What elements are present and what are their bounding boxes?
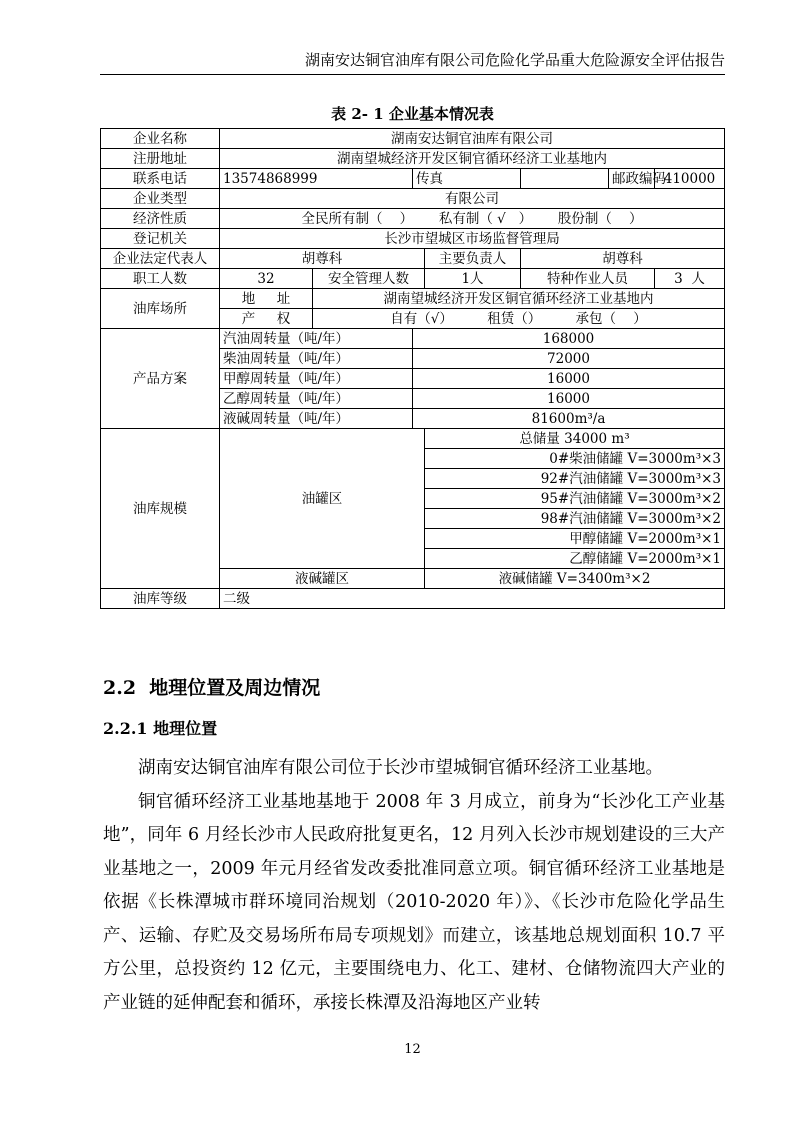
- phone-label: 联系电话: [101, 169, 220, 189]
- body-text: [103, 752, 725, 1020]
- running-header: 湖南安达铜官油库有限公司危险化学品重大危险源安全评估报告: [304, 51, 725, 69]
- subsection-heading: 2.2.1 地理位置: [103, 719, 218, 738]
- fax-label: 传真: [413, 169, 521, 189]
- depot-address-value: 湖南望城经济开发区铜官循环经济工业基地内: [313, 289, 725, 309]
- paragraph: 湖南安达铜官油库有限公司位于长沙市望城铜官循环经济工业基地。: [138, 758, 663, 778]
- tank-area-label: 油罐区: [220, 429, 425, 569]
- table-row: [101, 189, 725, 209]
- tank-spec: 98#汽油储罐 V=3000m³×2: [425, 509, 725, 529]
- depot-site-label: 油库场所: [101, 289, 220, 329]
- table-caption: 表 2- 1 企业基本情况表: [331, 105, 494, 123]
- table-row: [101, 269, 725, 289]
- type-value: 有限公司: [220, 189, 725, 209]
- header-rule: [100, 74, 725, 75]
- tank-spec: 乙醇储罐 V=2000m³×1: [425, 549, 725, 569]
- company-name-label: 企业名称: [101, 129, 220, 149]
- company-info-table: [100, 128, 725, 609]
- product-value: 72000: [413, 349, 725, 369]
- tank-spec: 92#汽油储罐 V=3000m³×3: [425, 469, 725, 489]
- product-value: 16000: [413, 389, 725, 409]
- tank-spec: 总储量 34000 m³: [425, 429, 725, 449]
- tank-spec: 甲醇储罐 V=2000m³×1: [425, 529, 725, 549]
- table-row: [101, 169, 725, 189]
- table-row: [101, 589, 725, 609]
- table-row: [101, 429, 725, 449]
- registry-label: 登记机关: [101, 229, 220, 249]
- product-value: 168000: [413, 329, 725, 349]
- postcode-value: 410000: [655, 169, 725, 189]
- registry-value: 长沙市望城区市场监督管理局: [220, 229, 725, 249]
- section-heading: 2.2 地理位置及周边情况: [103, 677, 321, 699]
- table-row: [101, 129, 725, 149]
- alkali-area-label: 液碱罐区: [220, 569, 425, 589]
- safety-mgr-label: 安全管理人数: [313, 269, 425, 289]
- staff-value: 32: [220, 269, 313, 289]
- table-row: [101, 209, 725, 229]
- product-value: 16000: [413, 369, 725, 389]
- type-label: 企业类型: [101, 189, 220, 209]
- grade-label: 油库等级: [101, 589, 220, 609]
- property-label: 产 权: [220, 309, 313, 329]
- fax-value: [521, 169, 609, 189]
- depot-address-label: 地 址: [220, 289, 313, 309]
- special-label: 特种作业人员: [521, 269, 655, 289]
- safety-mgr-value: 1人: [425, 269, 521, 289]
- alkali-tank-spec: 液碱储罐 V=3400m³×2: [425, 569, 725, 589]
- table-row: [101, 329, 725, 349]
- grade-value: 二级: [220, 589, 725, 609]
- table-row: [101, 249, 725, 269]
- property-value: 自有（√） 租赁（） 承包（ ）: [313, 309, 725, 329]
- economy-label: 经济性质: [101, 209, 220, 229]
- table-row: [101, 229, 725, 249]
- reg-address-label: 注册地址: [101, 149, 220, 169]
- company-name-value: 湖南安达铜官油库有限公司: [220, 129, 725, 149]
- page-number: 12: [404, 1042, 421, 1057]
- principal-label: 主要负责人: [425, 249, 521, 269]
- product-name: 汽油周转量（吨/年）: [220, 329, 413, 349]
- table-row: [101, 289, 725, 309]
- product-name: 液碱周转量（吨/年）: [220, 409, 413, 429]
- staff-label: 职工人数: [101, 269, 220, 289]
- principal-value: 胡尊科: [521, 249, 725, 269]
- economy-value: 全民所有制（ ） 私有制（ √ ） 股份制（ ）: [220, 209, 725, 229]
- special-value: 3 人: [655, 269, 725, 289]
- legal-rep-label: 企业法定代表人: [101, 249, 220, 269]
- product-value: 81600m³/a: [413, 409, 725, 429]
- legal-rep-value: 胡尊科: [220, 249, 425, 269]
- postcode-label: 邮政编码: [609, 169, 655, 189]
- product-name: 乙醇周转量（吨/年）: [220, 389, 413, 409]
- phone-value: 13574868999: [220, 169, 413, 189]
- product-name: 甲醇周转量（吨/年）: [220, 369, 413, 389]
- paragraph: 铜官循环经济工业基地基地于 2008 年 3 月成立，前身为“长沙化工产业基地”，同年 6 月经长沙市人民政府批复更名，12 月列入长沙市规划建设的三大产业基地之一，2009 年元月经省发改委批准同意立项。铜官循环经济工业基地是依据《长株潭城市群环境同治规划（2010-2020 年）》、《长沙市危险化学品生产、运输、存贮及交易场所布局专项规划》而建立，该基地总规划面积 10.7 平方公里，总投资约 12 亿元，主要围绕电力、化工、建材、仓储物流四大产业的产业链的延伸配套和循环，承接长株潭及沿海地区产业转: [103, 791, 725, 1013]
- table-row: [101, 149, 725, 169]
- tank-spec: 95#汽油储罐 V=3000m³×2: [425, 489, 725, 509]
- product-label: 产品方案: [101, 329, 220, 429]
- reg-address-value: 湖南望城经济开发区铜官循环经济工业基地内: [220, 149, 725, 169]
- scale-label: 油库规模: [101, 429, 220, 589]
- tank-spec: 0#柴油储罐 V=3000m³×3: [425, 449, 725, 469]
- product-name: 柴油周转量（吨/年）: [220, 349, 413, 369]
